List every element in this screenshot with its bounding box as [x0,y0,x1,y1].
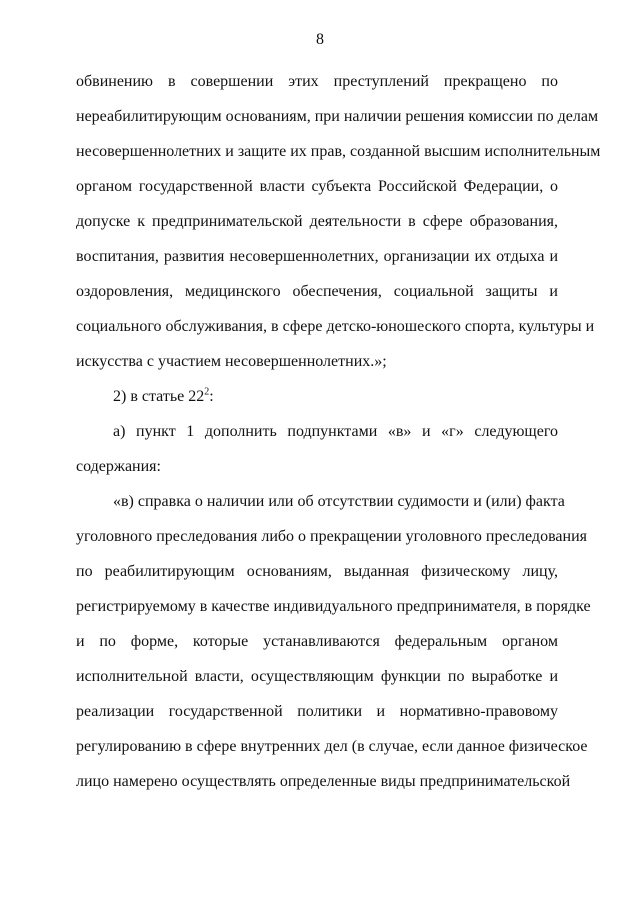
text-line: искусства с участием несовершеннолетних.»; [76,353,387,370]
page-number: 8 [316,31,324,48]
item-2-heading [76,379,558,414]
text-line: уголовного преследования либо о прекращении уголовного преследования [76,528,587,545]
text-line: содержания: [76,458,161,475]
text-line: а) пункт 1 дополнить подпунктами «в» и «г» следующего [113,423,558,440]
text-line: несовершеннолетних и защите их прав, созданной высшим исполнительным [76,143,601,160]
text-line: регистрируемому в качестве индивидуального предпринимателя, в порядке [76,598,591,615]
document-body [76,64,601,799]
text-line: социального обслуживания, в сфере детско-юношеского спорта, культуры и [76,318,595,335]
text-line: исполнительной власти, осуществляющим функции по выработке и [76,668,558,685]
text-line: и по форме, которые устанавливаются федеральным органом [76,633,558,650]
text-line: нереабилитирующим основаниям, при наличии решения комиссии по делам [76,108,599,125]
item-2-superscript: 2 [204,386,210,398]
text-line: оздоровления, медицинского обеспечения, социальной защиты и [76,283,558,300]
text-line: регулированию в сфере внутренних дел (в случае, если данное физическое [76,738,588,755]
text-line: лицо намерено осуществлять определенные виды предпринимательской [76,773,571,790]
item-2-prefix: 2) в статье 22 [113,388,205,405]
text-line: обвинению в совершении этих преступлений прекращено по [76,73,558,90]
item-2-suffix: : [209,388,214,405]
text-line: воспитания, развития несовершеннолетних, организации их отдыха и [76,248,558,265]
text-line: реализации государственной политики и нормативно-правовому [76,703,558,720]
text-line: по реабилитирующим основаниям, выданная физическому лицу, [76,563,558,580]
text-line: «в) справка о наличии или об отсутствии судимости и (или) факта [113,493,565,510]
text-line: допуске к предпринимательской деятельности в сфере образования, [76,213,558,230]
text-line: органом государственной власти субъекта Российской Федерации, о [76,178,558,195]
